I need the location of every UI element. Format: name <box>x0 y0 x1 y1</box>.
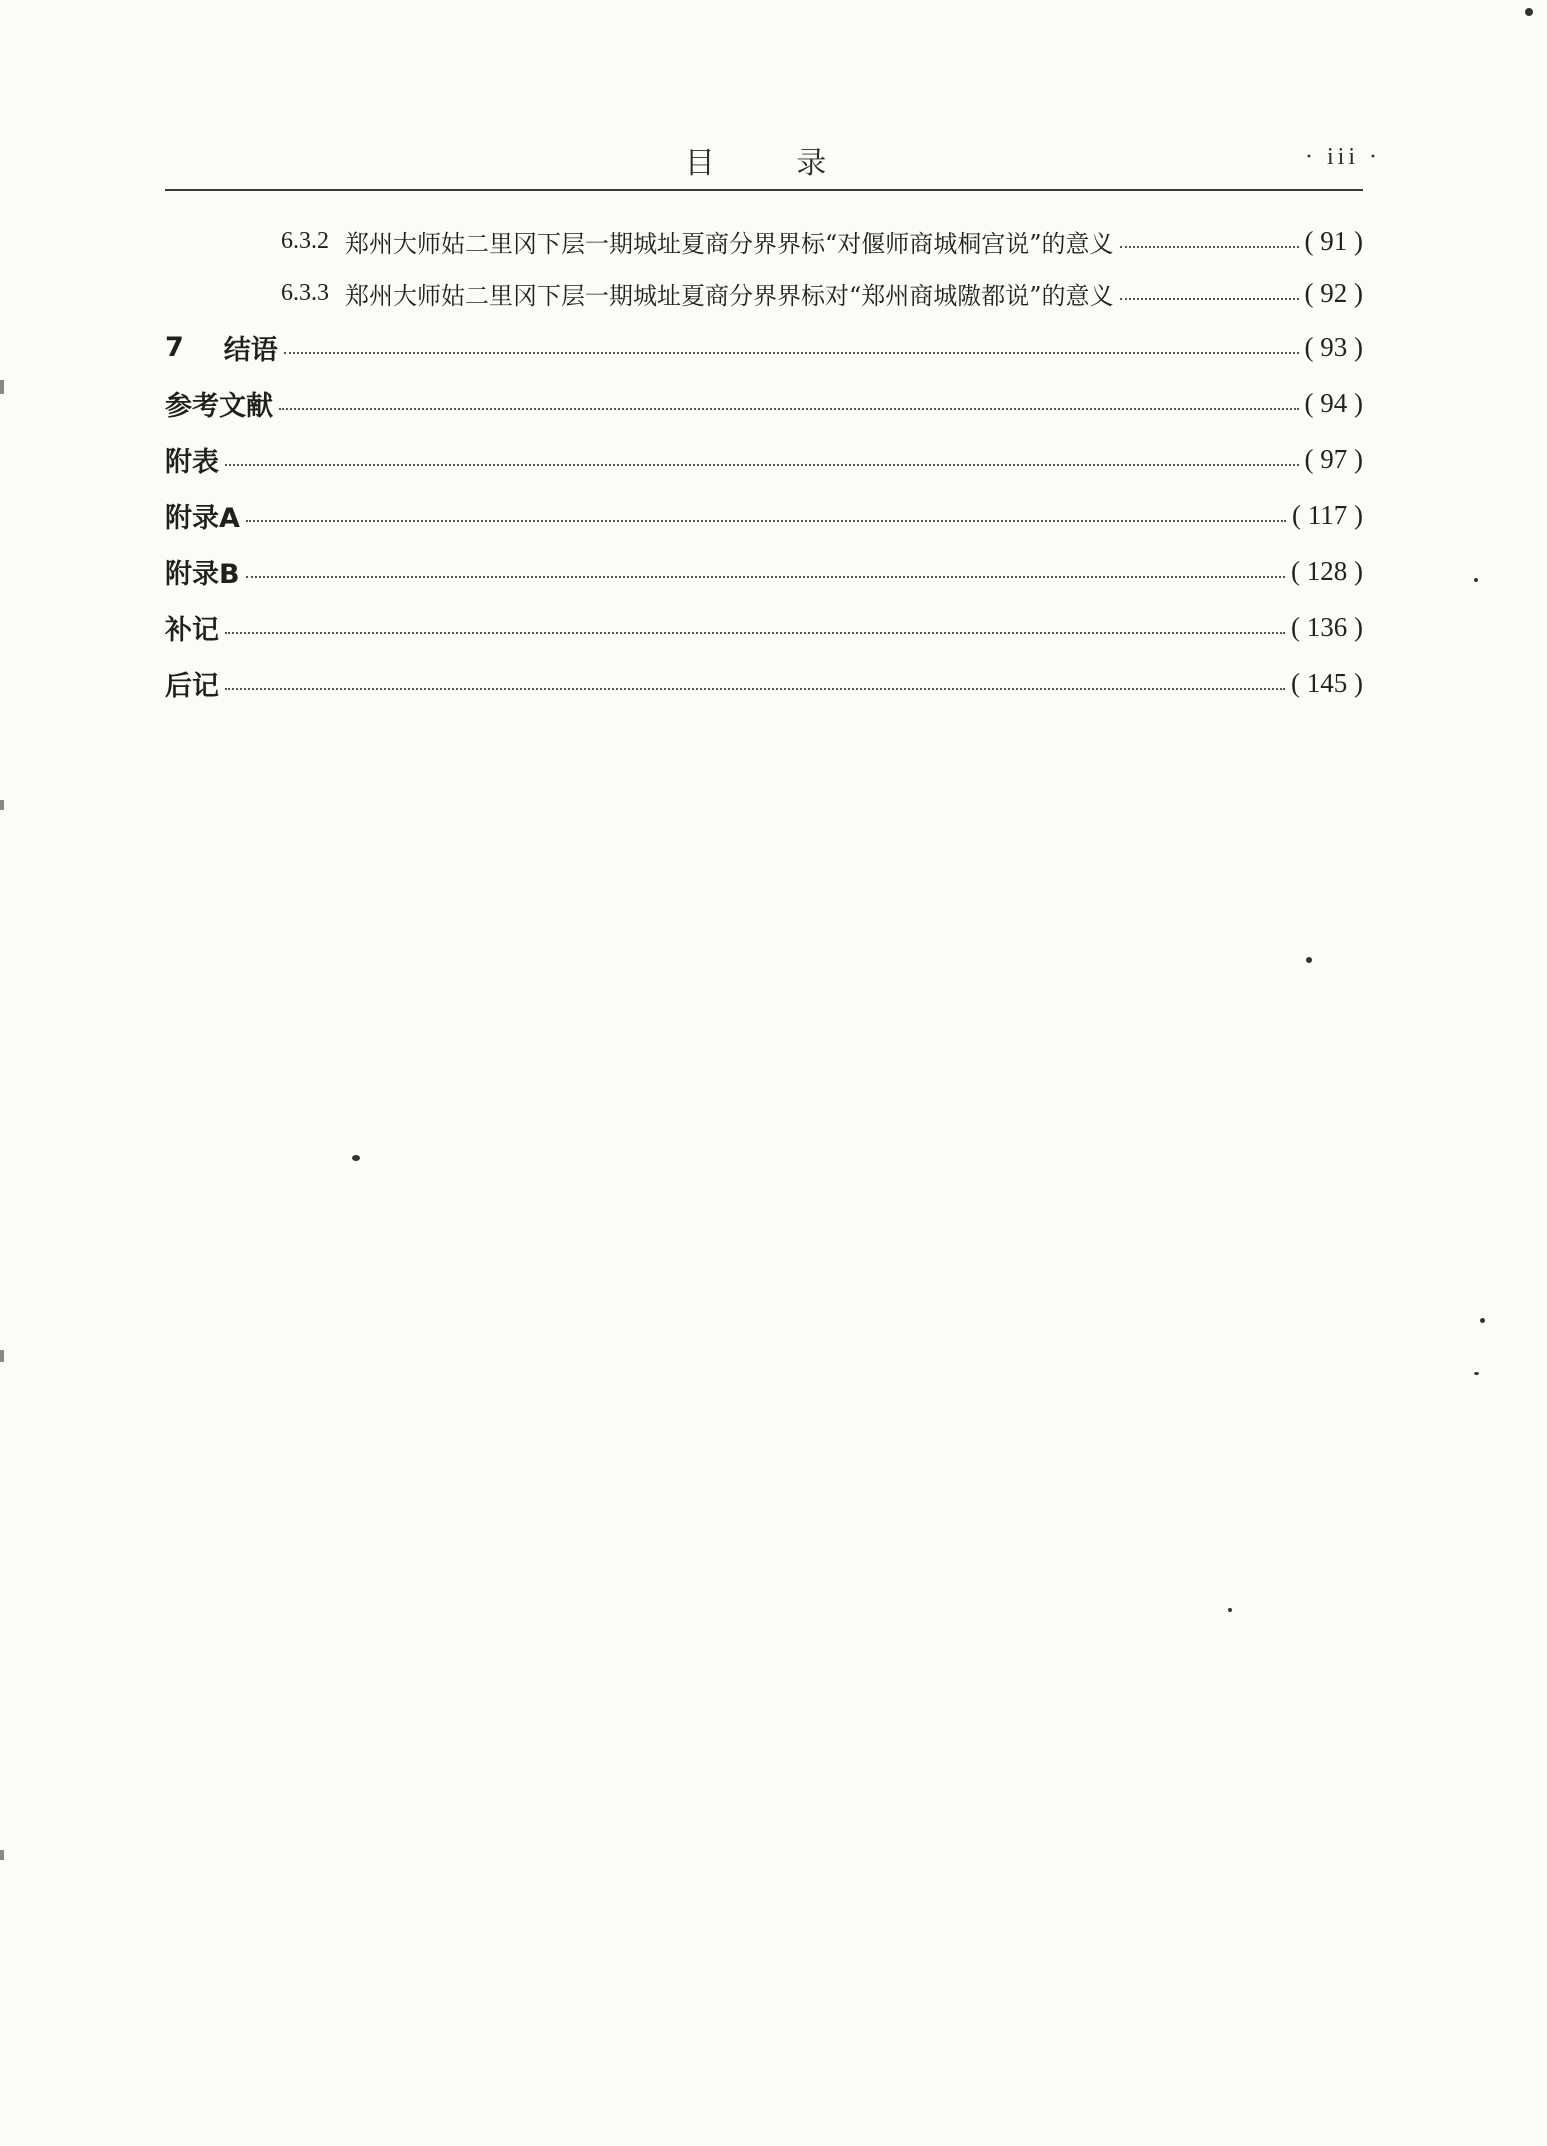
toc-entry-appendix-a <box>165 487 1363 543</box>
toc-entry-title: 后记 <box>165 670 219 702</box>
toc-entry-page: ( 94 ) <box>1304 387 1363 418</box>
toc-entry-number: 7 <box>165 331 184 363</box>
toc-entry-number: 6.3.2 <box>281 227 329 254</box>
toc-entry-page: ( 92 ) <box>1304 277 1363 308</box>
page-header-title: 目 录 <box>684 146 863 181</box>
page-number: · iii · <box>1305 144 1381 170</box>
header-divider <box>165 189 1363 191</box>
toc-entry-postscript <box>165 655 1363 711</box>
scan-edge <box>0 1350 4 1362</box>
dot-leader <box>246 576 1285 578</box>
table-of-contents <box>165 215 1363 711</box>
toc-entry-title: 附录B <box>165 558 240 590</box>
scan-speck <box>1480 1318 1485 1323</box>
toc-entry-page: ( 97 ) <box>1304 443 1363 474</box>
dot-leader <box>225 632 1285 634</box>
scan-edge <box>0 1850 4 1860</box>
toc-entry-6-3-3 <box>165 267 1363 319</box>
scan-speck <box>1474 578 1478 582</box>
toc-entry-title: 补记 <box>165 614 219 646</box>
toc-entry-page: ( 91 ) <box>1304 225 1363 256</box>
toc-entry-title: 郑州大师姑二里冈下层一期城址夏商分界界标对“郑州商城隞都说”的意义 <box>345 281 1114 310</box>
dot-leader <box>225 688 1285 690</box>
toc-entry-page: ( 117 ) <box>1292 499 1363 530</box>
toc-entry-number: 6.3.3 <box>281 279 329 306</box>
toc-entry-conclusion <box>165 319 1363 375</box>
toc-entry-appendix-tables <box>165 431 1363 487</box>
toc-entry-6-3-2 <box>165 215 1363 267</box>
scan-speck <box>352 1155 360 1161</box>
scan-speck <box>1525 8 1533 16</box>
toc-entry-page: ( 145 ) <box>1291 667 1363 698</box>
dot-leader <box>246 520 1286 522</box>
scan-speck <box>1306 957 1312 963</box>
scan-edge <box>0 800 4 810</box>
dot-leader <box>1120 298 1299 300</box>
toc-entry-title: 附录A <box>165 502 240 534</box>
scan-edge <box>0 380 4 394</box>
scan-speck <box>1474 1372 1479 1375</box>
toc-entry-title: 附表 <box>165 446 219 478</box>
toc-entry-addendum <box>165 599 1363 655</box>
dot-leader <box>279 408 1299 410</box>
toc-entry-title: 参考文献 <box>165 390 273 422</box>
toc-entry-title: 郑州大师姑二里冈下层一期城址夏商分界界标“对偃师商城桐宫说”的意义 <box>345 229 1114 258</box>
toc-entry-appendix-b <box>165 543 1363 599</box>
toc-entry-references <box>165 375 1363 431</box>
dot-leader <box>284 352 1299 354</box>
dot-leader <box>1120 246 1299 248</box>
toc-entry-page: ( 93 ) <box>1304 331 1363 362</box>
toc-entry-page: ( 128 ) <box>1291 555 1363 586</box>
toc-entry-title: 结语 <box>223 334 278 366</box>
toc-entry-page: ( 136 ) <box>1291 611 1363 642</box>
scan-speck <box>1228 1608 1232 1612</box>
dot-leader <box>225 464 1299 466</box>
